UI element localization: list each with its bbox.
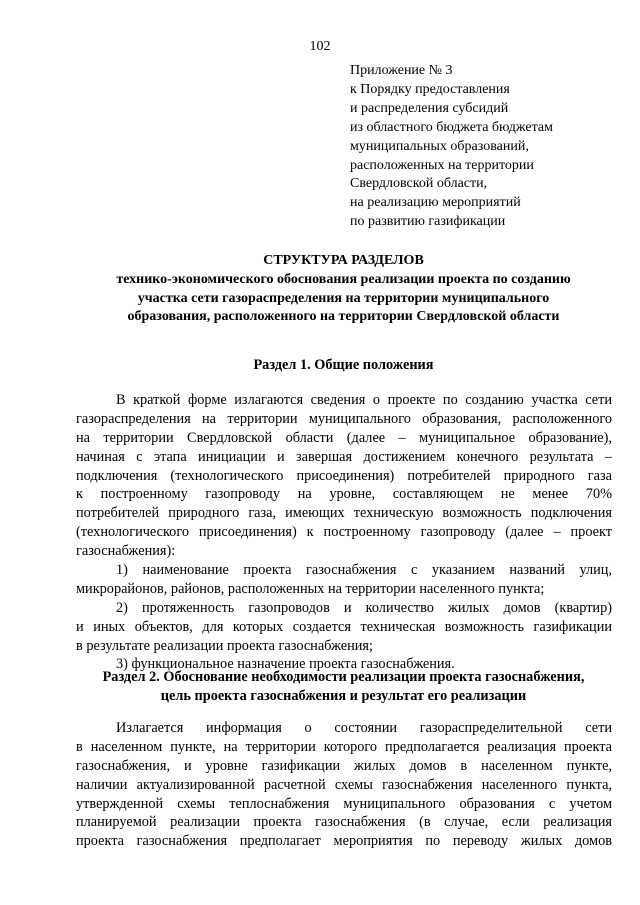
appendix-line: расположенных на территории [350, 157, 534, 173]
title-line: образования, расположенного на территории Свердловской области [127, 309, 560, 325]
section-heading-line: Раздел 1. Общие положения [253, 357, 434, 373]
list-item-line: 3) функциональное назначение проекта газоснабжения. [116, 656, 455, 673]
paragraph-line: газоснабжения, и уровне газификации жилых домов в населенном пункте, [76, 757, 612, 774]
title-line: СТРУКТУРА РАЗДЕЛОВ [263, 253, 424, 268]
paragraph-line: В краткой форме излагаются сведения о проекте по созданию участка сети [116, 392, 612, 408]
section-2-body [76, 719, 612, 851]
appendix-line: муниципальных образований, [350, 138, 529, 154]
section-1-body [76, 391, 612, 674]
paragraph-line: Излагается информация о состоянии газораспределительной сети [116, 720, 612, 736]
paragraph-line: в населенном пункте, на территории которого предполагается реализация проекта [76, 738, 612, 755]
paragraph-line: подключения (технологического присоединения) потребителей природного газа [76, 467, 612, 484]
section-2-heading [60, 668, 627, 706]
paragraph-line: планируемой реализации проекта газоснабжения (в случае, если реализация [76, 814, 612, 831]
paragraph-line: (технологического присоединения) к построенному газопроводу (далее – проект [76, 524, 612, 541]
appendix-line: на реализацию мероприятий [350, 195, 521, 211]
paragraph-line: газораспределения на территории муниципального образования, расположенного [76, 410, 612, 427]
list-item-line: 1) наименование проекта газоснабжения с указанием названий улиц, [116, 562, 612, 579]
document-title [60, 252, 627, 327]
paragraph-line: к построенному газопроводу на уровне, составляющем не менее 70% [76, 486, 612, 503]
title-line: участка сети газораспределения на территории муниципального [137, 290, 550, 306]
list-item-line: микрорайонов, районов, расположенных на территории населенного пункта; [76, 580, 545, 597]
appendix-line: Приложение № 3 [350, 63, 453, 78]
paragraph-line: начиная с этапа инициации и завершая достижением конечного результата – [76, 448, 612, 465]
section-heading-line: Раздел 2. Обоснование необходимости реализации проекта газоснабжения, [102, 669, 585, 685]
appendix-line: из областного бюджета бюджетам [350, 119, 553, 135]
appendix-line: Свердловской области, [350, 176, 488, 192]
page-number: 102 [309, 39, 331, 54]
title-line: технико-экономического обоснования реализации проекта по созданию [116, 271, 571, 287]
paragraph-line: утвержденной схемы теплоснабжения муниципального образования с учетом [76, 795, 612, 812]
appendix-line: по развитию газификации [350, 214, 506, 230]
appendix-line: и распределения субсидий [350, 100, 509, 116]
appendix-line: к Порядку предоставления [350, 81, 510, 97]
paragraph-line: наличии актуализированной расчетной схемы газоснабжения населенного пункта, [76, 776, 612, 793]
paragraph-line: газоснабжения): [76, 543, 176, 560]
section-heading-line: цель проекта газоснабжения и результат его реализации [160, 688, 527, 704]
list-item-line: 2) протяженность газопроводов и количество жилых домов (квартир) [116, 599, 612, 616]
paragraph-line: проекта газоснабжения предполагает мероприятия по переводу жилых домов [76, 833, 612, 850]
paragraph-line: на территории Свердловской области (далее – муниципальное образование), [76, 429, 612, 446]
section-1-heading [60, 356, 627, 375]
paragraph-line: потребителей природного газа, имеющих техническую возможность подключения [76, 505, 612, 522]
list-item-line: в результате реализации проекта газоснабжения; [76, 637, 373, 654]
appendix-note [350, 62, 630, 232]
list-item-line: и иных объектов, для которых создается техническая возможность газификации [76, 618, 612, 635]
